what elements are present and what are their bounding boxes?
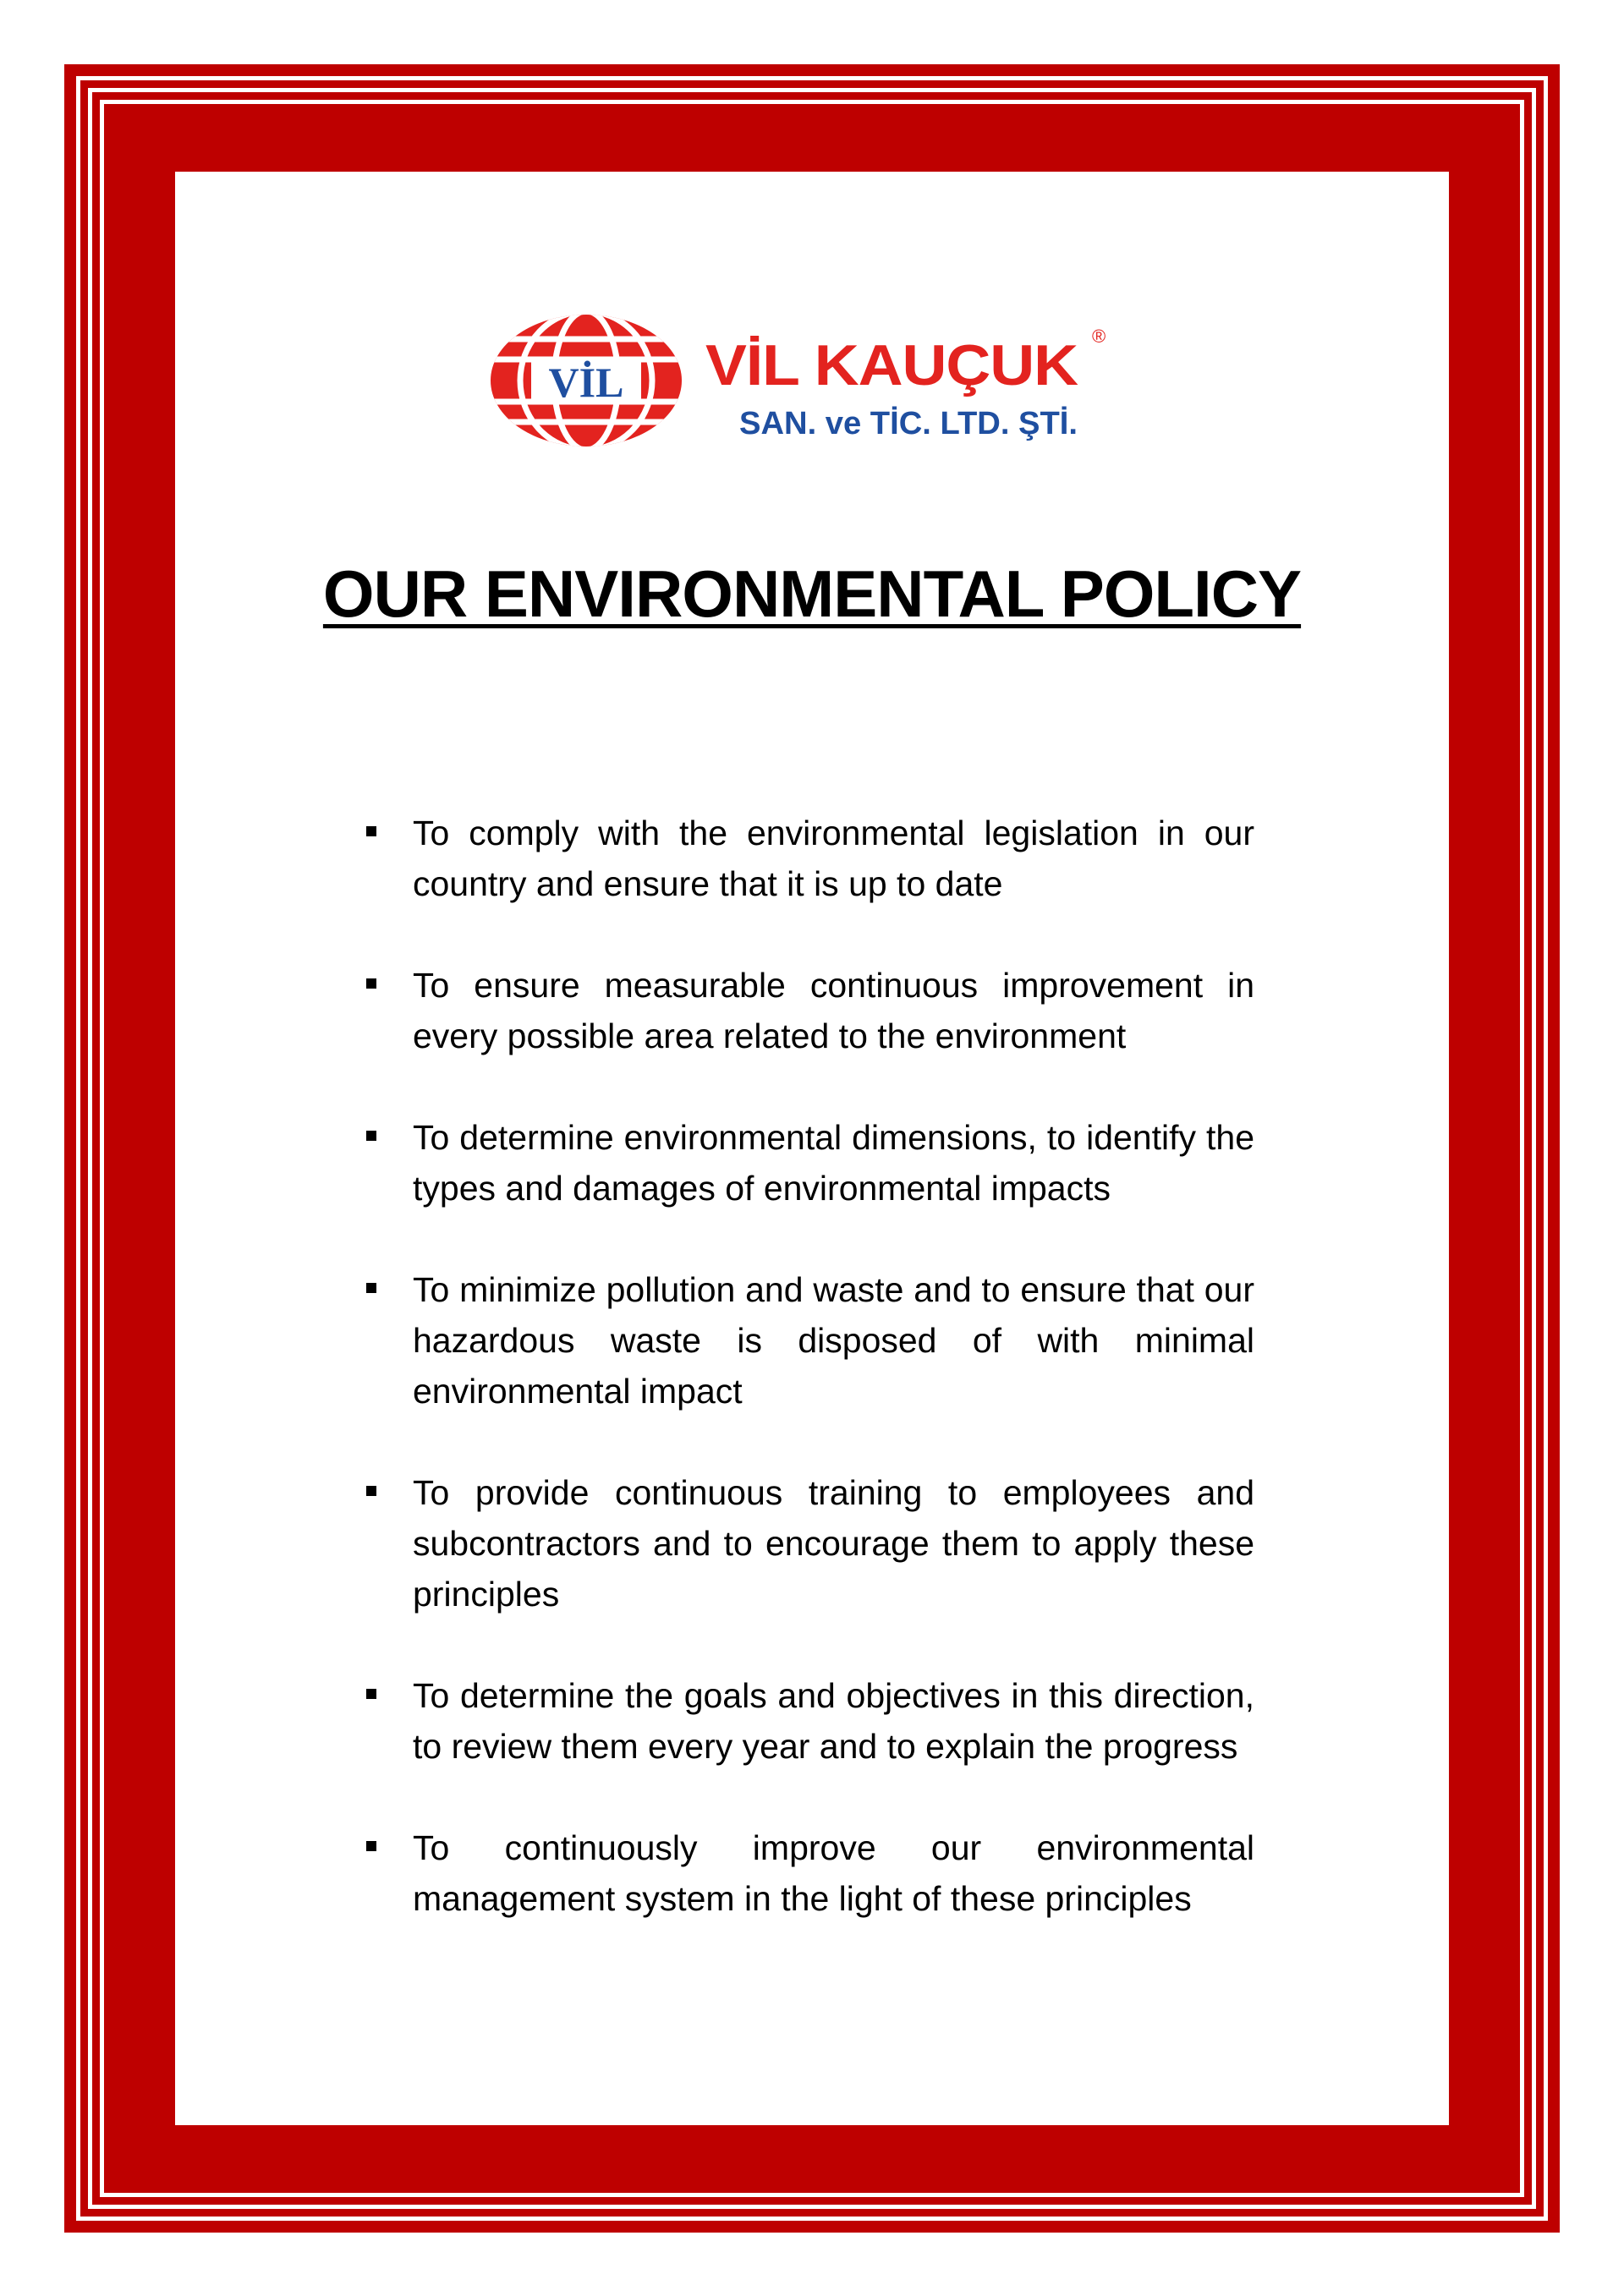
policy-item [366, 1670, 1254, 1772]
company-logo [487, 307, 1113, 455]
square-bullet-icon [366, 826, 376, 836]
page-title-text: OUR ENVIRONMENTAL POLICY [322, 556, 1302, 631]
logo-subtitle: SAN. ve TİC. LTD. ŞTİ. [739, 406, 1078, 441]
policy-text: To continuously improve our environmental management system in the light of these principles [413, 1828, 1254, 1918]
policy-item [366, 808, 1254, 909]
policy-text: To determine environmental dimensions, to identify the types and damages of environmental impacts [413, 1118, 1254, 1208]
policy-list [366, 808, 1254, 1975]
page-title [175, 556, 1449, 631]
logo-company-name: VİL KAUÇUK [705, 333, 1078, 397]
policy-text: To ensure measurable continuous improvement in every possible area related to the environment [413, 966, 1254, 1055]
policy-item [366, 1112, 1254, 1214]
square-bullet-icon [366, 1283, 376, 1293]
policy-text: To minimize pollution and waste and to ensure that our hazardous waste is disposed of with minimal environmental impact [413, 1270, 1254, 1411]
globe-icon [487, 311, 690, 450]
policy-item [366, 960, 1254, 1061]
policy-panel [175, 172, 1449, 2125]
policy-text: To provide continuous training to employees and subcontractors and to encourage them to apply these principles [413, 1473, 1254, 1614]
square-bullet-icon [366, 1841, 376, 1851]
square-bullet-icon [366, 1131, 376, 1141]
policy-item [366, 1822, 1254, 1924]
policy-text: To comply with the environmental legislation in our country and ensure that it is up to date [413, 814, 1254, 903]
square-bullet-icon [366, 1486, 376, 1496]
registered-mark: ® [1092, 326, 1106, 347]
logo-emblem-text: VİL [548, 359, 624, 406]
policy-item [366, 1264, 1254, 1417]
policy-text: To determine the goals and objectives in this direction, to review them every year and to explain the progress [413, 1676, 1254, 1766]
policy-item [366, 1467, 1254, 1619]
decorative-frame [64, 64, 1560, 2233]
square-bullet-icon [366, 1689, 376, 1699]
square-bullet-icon [366, 978, 376, 989]
